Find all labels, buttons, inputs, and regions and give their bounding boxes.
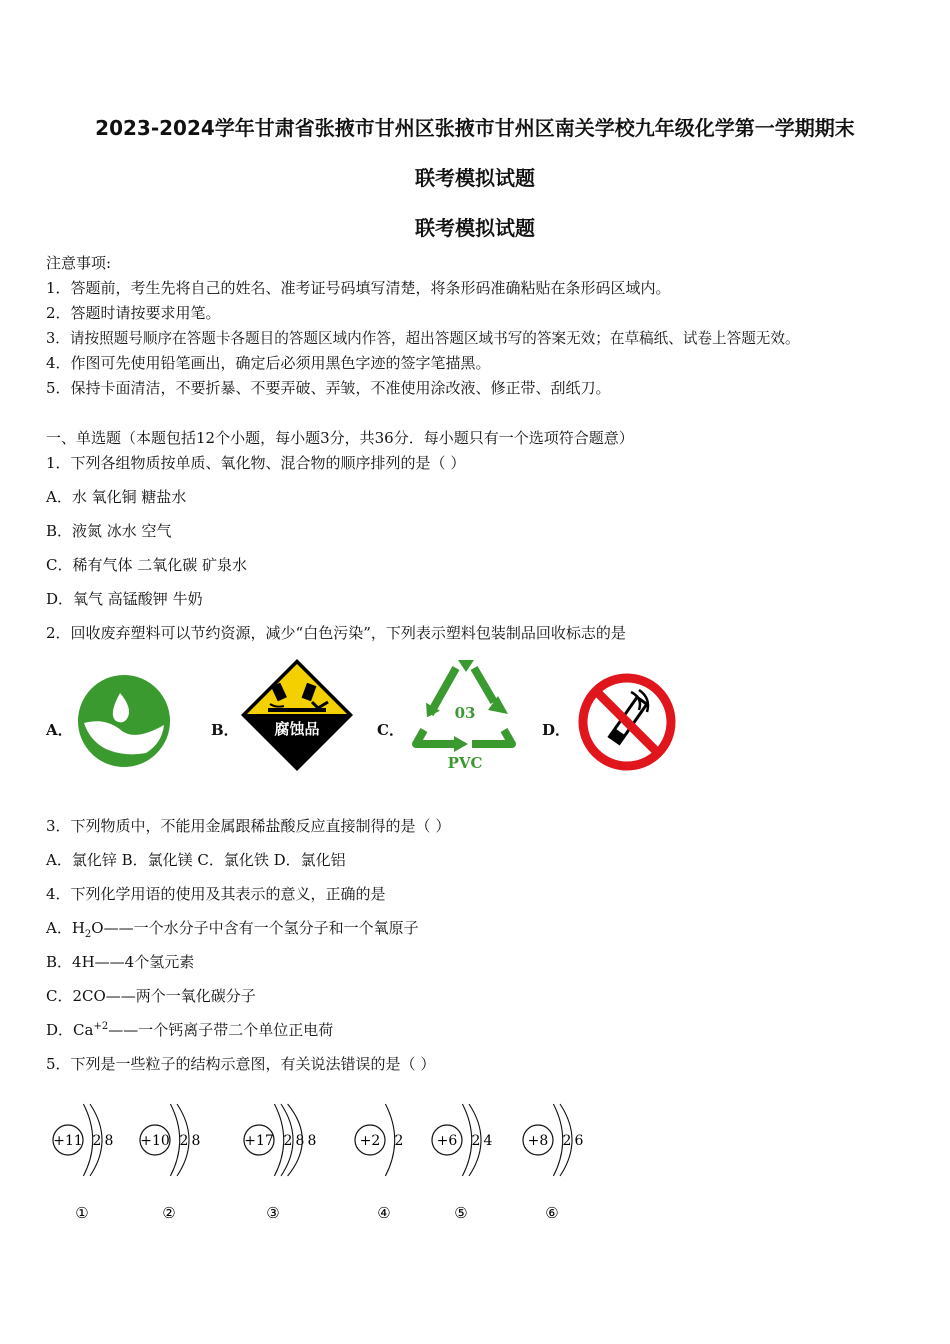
no-smoking-icon: [577, 672, 677, 776]
question-2-label-b: B．: [211, 721, 239, 739]
question-3-stem: 3．下列物质中，不能用金属跟稀盐酸反应直接制得的是（ ）: [46, 817, 451, 835]
recycle-code: PVC: [447, 754, 483, 772]
question-1-option-c: C．稀有气体 二氧化碳 矿泉水: [46, 556, 248, 574]
particle-label: ⑤: [454, 1204, 468, 1222]
electron-shell-arc: [274, 1104, 283, 1176]
recycle-pvc-icon: [410, 658, 520, 778]
particle-diagram: [355, 1104, 403, 1222]
question-1-option-b: B．液氮 冰水 空气: [46, 522, 172, 540]
question-4-option-c: C．2CO——两个一氧化碳分子: [46, 987, 256, 1005]
water-saving-icon: [76, 673, 172, 773]
particle-label: ⑥: [545, 1204, 559, 1222]
notice-item: 2．答题时请按要求用笔。: [46, 304, 221, 322]
shell-electron-count: 2: [283, 1133, 293, 1149]
particle-label: ②: [162, 1204, 176, 1222]
shell-electron-count: 8: [295, 1133, 305, 1149]
particle-structure-diagrams: [0, 1085, 950, 1235]
exam-title: 2023-2024学年甘肃省张掖市甘州区张掖市甘州区南关学校九年级化学第一学期期末: [95, 116, 855, 140]
notice-item: 5．保持卡面清洁，不要折暴、不要弄破、弄皱，不准使用涂改液、修正带、刮纸刀。: [46, 379, 611, 397]
notice-item: 4．作图可先使用铅笔画出，确定后必须用黑色字迹的签字笔描黑。: [46, 354, 491, 372]
notice-item: 1．答题前，考生先将自己的姓名、准考证号码填写清楚，将条形码准确粘贴在条形码区域内。: [46, 279, 671, 297]
notice-item: 3．请按照题号顺序在答题卡各题目的答题区域内作答，超出答题区域书写的答案无效；在草稿纸、试卷上答题无效。: [46, 330, 800, 347]
question-2-label-c: C．: [377, 721, 404, 739]
question-4-option-d: D．$Ca^{+2}——$一个钙离子带二个单位正电荷: [46, 1021, 334, 1039]
particle-label: ①: [75, 1204, 89, 1222]
recycle-number: 03: [454, 704, 476, 722]
particle-label: ④: [377, 1204, 391, 1222]
question-3-options: A．氯化锌 B．氯化镁 C．氯化铁 D．氯化铝: [46, 851, 346, 869]
notice-heading: 注意事项:: [46, 254, 112, 272]
electron-shell-arc: [385, 1104, 394, 1176]
shell-electron-count: 2: [562, 1133, 572, 1149]
nucleus-charge: +11: [53, 1133, 83, 1149]
shell-electron-count: 2: [92, 1133, 102, 1149]
exam-subtitle: 联考模拟试题: [415, 166, 535, 190]
corrosive-label: 腐蚀品: [274, 720, 320, 738]
nucleus-charge: +6: [436, 1133, 458, 1149]
shell-electron-count: 8: [191, 1133, 201, 1149]
particle-diagram: [140, 1104, 200, 1222]
shell-electron-count: 2: [394, 1133, 404, 1149]
nucleus-charge: +10: [140, 1133, 170, 1149]
question-1-option-a: A．水 氧化铜 糖盐水: [46, 488, 187, 506]
electron-shell-arc: [83, 1104, 92, 1176]
question-4-stem: 4．下列化学用语的使用及其表示的意义，正确的是: [46, 885, 386, 903]
shell-electron-count: 8: [104, 1133, 114, 1149]
question-1-stem: 1．下列各组物质按单质、氧化物、混合物的顺序排列的是（ ）: [46, 454, 466, 472]
section-heading: 一、单选题（本题包括12个小题，每小题3分，共36分．每小题只有一个选项符合题意）: [46, 429, 634, 447]
shell-electron-count: 2: [179, 1133, 189, 1149]
question-2-label-d: D．: [542, 721, 571, 739]
particle-diagram: [244, 1104, 316, 1222]
particle-diagram: [432, 1104, 493, 1222]
nucleus-charge: +2: [359, 1133, 381, 1149]
particle-diagram: [53, 1104, 113, 1222]
electron-shell-arc: [170, 1104, 179, 1176]
shell-electron-count: 8: [307, 1133, 317, 1149]
question-1-option-d: D．氧气 高锰酸钾 牛奶: [46, 590, 203, 608]
particle-diagram: [523, 1104, 584, 1222]
question-4-option-a: A．$H_2O——$一个水分子中含有一个氢分子和一个氧原子: [46, 919, 419, 940]
electron-shell-arc: [462, 1104, 471, 1176]
corrosive-hazard-icon: [240, 658, 354, 776]
shell-electron-count: 2: [471, 1133, 481, 1149]
nucleus-charge: +8: [527, 1133, 549, 1149]
electron-shell-arc: [553, 1104, 562, 1176]
nucleus-charge: +17: [244, 1133, 274, 1149]
particle-label: ③: [266, 1204, 280, 1222]
question-5-stem: 5．下列是一些粒子的结构示意图，有关说法错误的是（ ）: [46, 1055, 436, 1073]
shell-electron-count: 6: [574, 1133, 584, 1149]
exam-subtitle-repeat: 联考模拟试题: [415, 216, 535, 240]
question-4-option-b: B．4H——4个氢元素: [46, 953, 195, 971]
question-2-stem: 2．回收废弃塑料可以节约资源，减少“白色污染”，下列表示塑料包装制品回收标志的是: [46, 624, 626, 642]
shell-electron-count: 4: [483, 1133, 493, 1149]
question-2-label-a: A．: [46, 721, 73, 739]
